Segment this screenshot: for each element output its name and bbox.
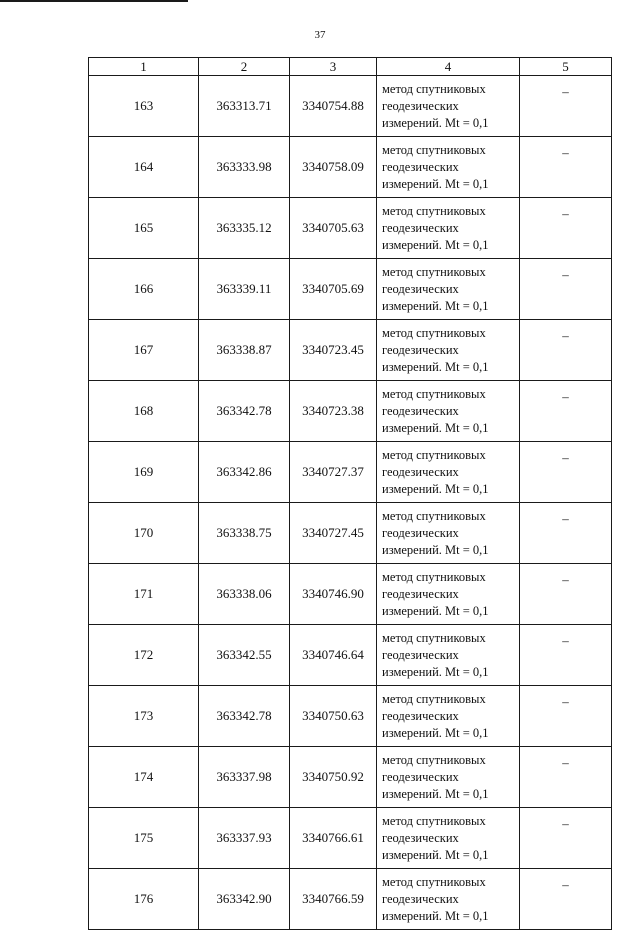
top-left-rule — [0, 0, 188, 2]
note-cell: – — [520, 137, 612, 198]
method-cell: метод спутниковых геодезических измерений. Mt = 0,1 — [377, 747, 520, 808]
column-header-2: 2 — [199, 58, 290, 76]
x-coordinate-cell: 363342.78 — [199, 381, 290, 442]
table-row — [89, 564, 612, 625]
point-number-cell: 175 — [89, 808, 199, 869]
column-header-4: 4 — [377, 58, 520, 76]
y-coordinate-cell: 3340727.45 — [290, 503, 377, 564]
method-cell: метод спутниковых геодезических измерений. Mt = 0,1 — [377, 625, 520, 686]
y-coordinate-cell: 3340746.90 — [290, 564, 377, 625]
y-coordinate-cell: 3340750.63 — [290, 686, 377, 747]
note-cell: – — [520, 808, 612, 869]
point-number-cell: 165 — [89, 198, 199, 259]
y-coordinate-cell: 3340723.38 — [290, 381, 377, 442]
y-coordinate-cell: 3340746.64 — [290, 625, 377, 686]
note-cell: – — [520, 381, 612, 442]
table-row — [89, 442, 612, 503]
method-cell: метод спутниковых геодезических измерений. Mt = 0,1 — [377, 564, 520, 625]
point-number-cell: 172 — [89, 625, 199, 686]
method-cell: метод спутниковых геодезических измерений. Mt = 0,1 — [377, 503, 520, 564]
x-coordinate-cell: 363337.98 — [199, 747, 290, 808]
x-coordinate-cell: 363333.98 — [199, 137, 290, 198]
method-cell: метод спутниковых геодезических измерений. Mt = 0,1 — [377, 869, 520, 930]
point-number-cell: 169 — [89, 442, 199, 503]
table-row — [89, 747, 612, 808]
note-cell: – — [520, 442, 612, 503]
point-number-cell: 174 — [89, 747, 199, 808]
column-header-5: 5 — [520, 58, 612, 76]
table-row — [89, 76, 612, 137]
method-cell: метод спутниковых геодезических измерений. Mt = 0,1 — [377, 442, 520, 503]
point-number-cell: 164 — [89, 137, 199, 198]
point-number-cell: 168 — [89, 381, 199, 442]
x-coordinate-cell: 363313.71 — [199, 76, 290, 137]
table-row — [89, 137, 612, 198]
table-row — [89, 381, 612, 442]
note-cell: – — [520, 686, 612, 747]
table-row — [89, 259, 612, 320]
coordinates-table — [88, 57, 612, 930]
x-coordinate-cell: 363337.93 — [199, 808, 290, 869]
x-coordinate-cell: 363338.87 — [199, 320, 290, 381]
table-row — [89, 198, 612, 259]
y-coordinate-cell: 3340705.63 — [290, 198, 377, 259]
x-coordinate-cell: 363338.75 — [199, 503, 290, 564]
point-number-cell: 176 — [89, 869, 199, 930]
point-number-cell: 170 — [89, 503, 199, 564]
method-cell: метод спутниковых геодезических измерений. Mt = 0,1 — [377, 137, 520, 198]
y-coordinate-cell: 3340766.61 — [290, 808, 377, 869]
table-row — [89, 320, 612, 381]
y-coordinate-cell: 3340723.45 — [290, 320, 377, 381]
point-number-cell: 173 — [89, 686, 199, 747]
table-row — [89, 808, 612, 869]
y-coordinate-cell: 3340758.09 — [290, 137, 377, 198]
method-cell: метод спутниковых геодезических измерений. Mt = 0,1 — [377, 76, 520, 137]
y-coordinate-cell: 3340705.69 — [290, 259, 377, 320]
x-coordinate-cell: 363342.55 — [199, 625, 290, 686]
note-cell: – — [520, 747, 612, 808]
note-cell: – — [520, 198, 612, 259]
method-cell: метод спутниковых геодезических измерений. Mt = 0,1 — [377, 259, 520, 320]
note-cell: – — [520, 320, 612, 381]
column-header-3: 3 — [290, 58, 377, 76]
x-coordinate-cell: 363342.86 — [199, 442, 290, 503]
method-cell: метод спутниковых геодезических измерений. Mt = 0,1 — [377, 686, 520, 747]
method-cell: метод спутниковых геодезических измерений. Mt = 0,1 — [377, 320, 520, 381]
note-cell: – — [520, 869, 612, 930]
x-coordinate-cell: 363338.06 — [199, 564, 290, 625]
column-header-1: 1 — [89, 58, 199, 76]
table-header-row — [89, 58, 612, 76]
note-cell: – — [520, 76, 612, 137]
method-cell: метод спутниковых геодезических измерений. Mt = 0,1 — [377, 808, 520, 869]
y-coordinate-cell: 3340754.88 — [290, 76, 377, 137]
x-coordinate-cell: 363342.90 — [199, 869, 290, 930]
page-number: 37 — [314, 29, 326, 41]
method-cell: метод спутниковых геодезических измерений. Mt = 0,1 — [377, 198, 520, 259]
table-row — [89, 869, 612, 930]
point-number-cell: 171 — [89, 564, 199, 625]
note-cell: – — [520, 503, 612, 564]
point-number-cell: 166 — [89, 259, 199, 320]
note-cell: – — [520, 259, 612, 320]
y-coordinate-cell: 3340750.92 — [290, 747, 377, 808]
y-coordinate-cell: 3340766.59 — [290, 869, 377, 930]
note-cell: – — [520, 564, 612, 625]
x-coordinate-cell: 363335.12 — [199, 198, 290, 259]
table-row — [89, 503, 612, 564]
method-cell: метод спутниковых геодезических измерений. Mt = 0,1 — [377, 381, 520, 442]
note-cell: – — [520, 625, 612, 686]
x-coordinate-cell: 363342.78 — [199, 686, 290, 747]
table-row — [89, 686, 612, 747]
y-coordinate-cell: 3340727.37 — [290, 442, 377, 503]
table-row — [89, 625, 612, 686]
point-number-cell: 167 — [89, 320, 199, 381]
point-number-cell: 163 — [89, 76, 199, 137]
x-coordinate-cell: 363339.11 — [199, 259, 290, 320]
